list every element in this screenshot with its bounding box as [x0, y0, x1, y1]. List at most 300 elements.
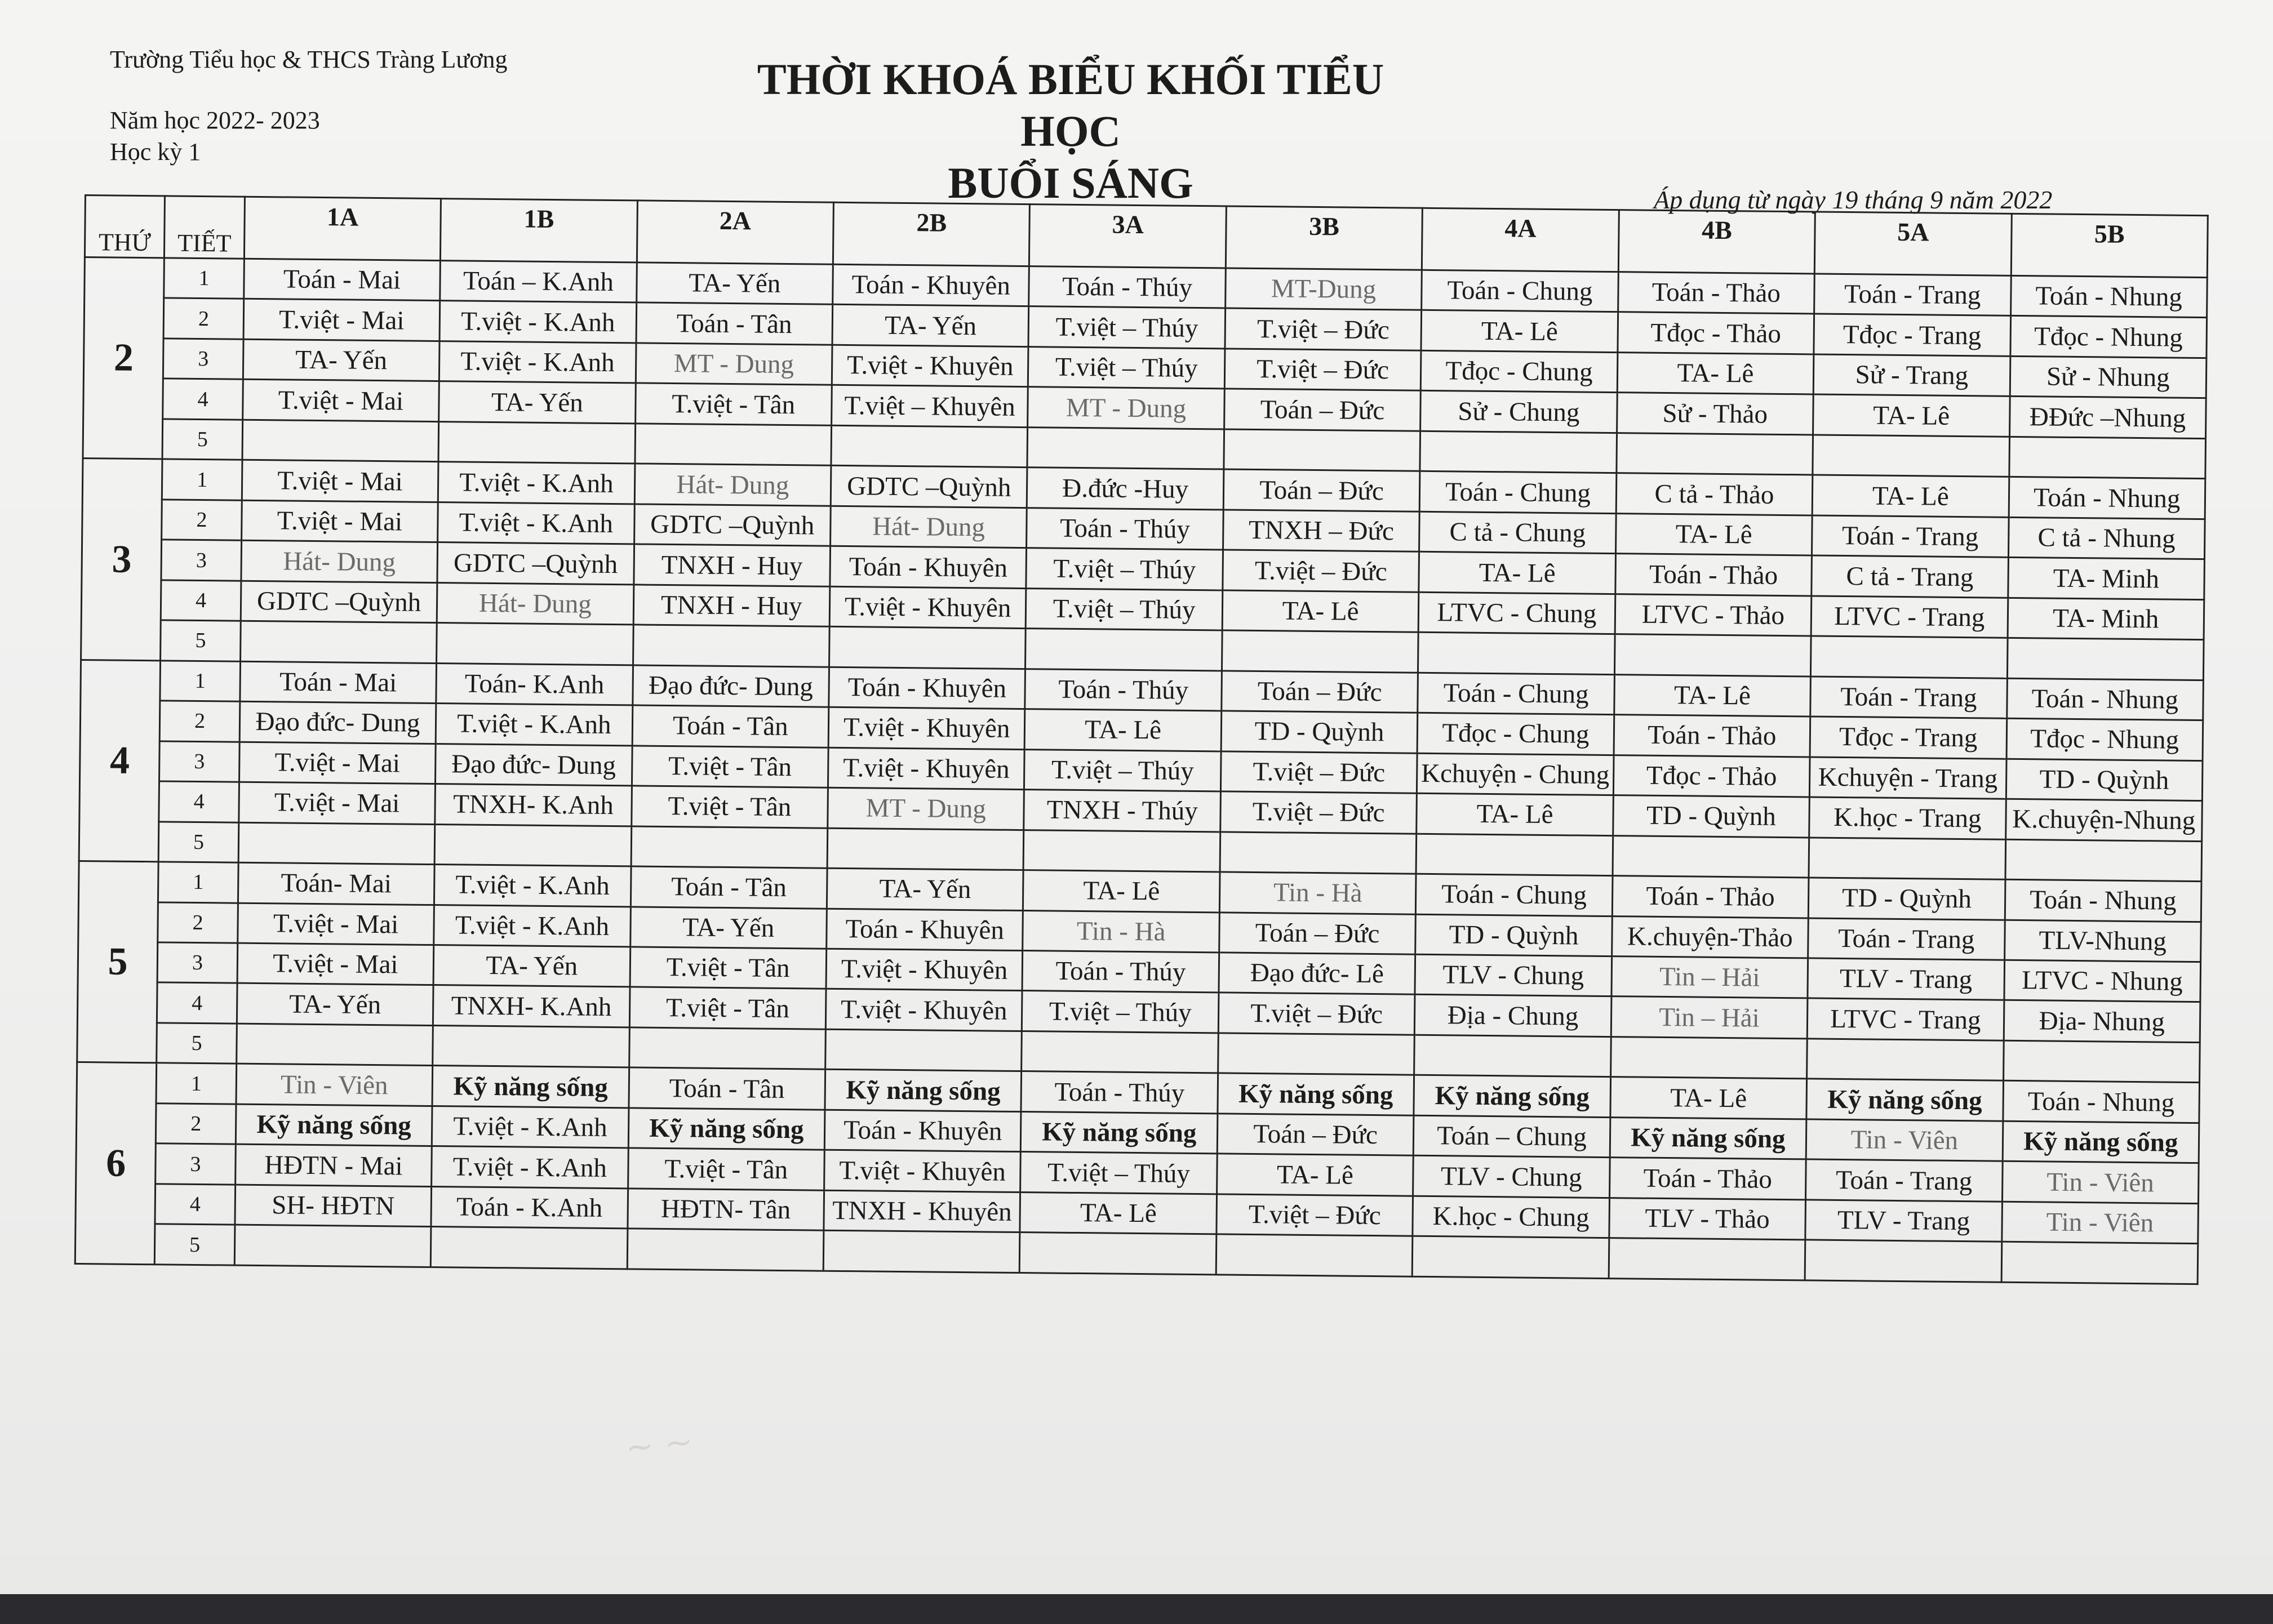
timetable-cell: TD - Quỳnh: [1613, 795, 1809, 838]
timetable-cell: Toán - Thảo: [1612, 876, 1809, 918]
timetable-cell: TLV - Chung: [1413, 1156, 1610, 1198]
timetable-cell: Kchuyện - Trang: [1809, 757, 2006, 799]
timetable-cell: [1222, 630, 1418, 673]
timetable-cell: LTVC - Trang: [1811, 596, 2008, 638]
timetable-cell: C tả - Nhung: [2008, 517, 2205, 559]
timetable-cell: Toán - Khuyên: [827, 909, 1023, 951]
period-number: 2: [156, 1104, 236, 1145]
header-class-3b: 3B: [1226, 206, 1422, 270]
timetable-cell: TA- Lê: [1023, 870, 1220, 913]
timetable-cell: Toán - Tân: [629, 1067, 825, 1110]
timetable-cell: Toán - Chung: [1416, 874, 1613, 916]
period-number: 3: [157, 942, 237, 984]
timetable-cell: Đạo đức- Dung: [632, 665, 829, 708]
day-label: 6: [75, 1062, 157, 1265]
timetable-cell: TA- Yến: [237, 984, 433, 1026]
timetable-cell: Kỹ năng sống: [432, 1066, 629, 1108]
day-label: 3: [81, 459, 163, 661]
period-number: 2: [158, 902, 238, 943]
timetable-cell: T.việt - Tân: [629, 987, 826, 1029]
timetable-cell: TA- Lê: [1419, 552, 1615, 594]
timetable-cell: [2009, 437, 2205, 479]
timetable-cell: TA- Lê: [1614, 674, 1810, 717]
timetable-cell: [1414, 1035, 1611, 1077]
timetable-cell: T.việt – Đức: [1225, 308, 1422, 350]
period-number: 5: [162, 419, 242, 460]
timetable-cell: SH- HĐTN: [235, 1185, 432, 1227]
timetable-cell: T.việt – Đức: [1223, 550, 1419, 592]
header-class-1a: 1A: [244, 197, 441, 260]
timetable-cell: TLV-Nhung: [2004, 920, 2201, 962]
timetable-cell: T.việt - K.Anh: [439, 301, 636, 343]
timetable-cell: T.việt – Đức: [1217, 1194, 1413, 1236]
timetable-cell: Toán – Đức: [1222, 671, 1418, 713]
timetable-cell: T.việt - Mai: [243, 299, 440, 341]
timetable-cell: TA- Minh: [2008, 558, 2204, 600]
timetable-cell: [1617, 433, 1813, 475]
timetable-cell: Toán - Thúy: [1027, 508, 1223, 550]
period-number: 1: [160, 661, 240, 702]
timetable-cell: Đạo đức- Dung: [239, 701, 436, 744]
timetable-cell: T.việt - Mai: [242, 460, 438, 502]
timetable-cell: T.việt – Thúy: [1022, 991, 1219, 1033]
timetable-cell: Toán - Thúy: [1021, 1071, 1218, 1114]
timetable-cell: Toán - Trang: [1814, 274, 2011, 316]
timetable-body: [75, 257, 2207, 1284]
timetable-cell: [1807, 1039, 2004, 1081]
timetable-cell: Tđọc - Trang: [1814, 314, 2010, 356]
timetable-cell: Toán - Thúy: [1025, 669, 1222, 711]
header-period: TIẾT: [165, 196, 245, 259]
timetable-cell: TA- Lê: [1020, 1192, 1217, 1234]
timetable-cell: [240, 621, 437, 663]
timetable-cell: Địa - Chung: [1415, 995, 1611, 1037]
timetable-cell: TA- Lê: [1617, 353, 1814, 395]
period-number: 2: [160, 701, 240, 742]
timetable-cell: T.việt - K.Anh: [432, 1106, 628, 1148]
timetable-cell: [437, 623, 633, 665]
timetable-cell: T.việt - Khuyên: [832, 345, 1028, 387]
period-number: 5: [155, 1224, 235, 1265]
timetable-cell: T.việt – Khuyên: [832, 385, 1028, 428]
school-name: Trường Tiểu học & THCS Tràng Lương: [110, 46, 508, 73]
timetable-cell: K.học - Chung: [1413, 1196, 1609, 1238]
title-line-2: BUỔI SÁNG: [948, 158, 1193, 207]
timetable-cell: T.việt - Khuyên: [825, 989, 1022, 1031]
period-number: 2: [163, 298, 243, 339]
period-number: 3: [161, 540, 241, 581]
timetable-cell: TD - Quỳnh: [1808, 878, 2005, 920]
timetable-cell: [1218, 1033, 1414, 1075]
timetable-cell: HĐTN - Mai: [235, 1144, 432, 1186]
faint-signature-mark: ~ ~: [623, 1421, 695, 1469]
timetable-cell: T.việt - Khuyên: [829, 586, 1026, 629]
timetable-cell: [1412, 1236, 1609, 1278]
timetable-cell: Toán – Đức: [1224, 389, 1420, 431]
timetable-cell: Toán - Thảo: [1614, 715, 1810, 757]
header-class-4b: 4B: [1618, 210, 1815, 274]
timetable-cell: [1614, 634, 1811, 677]
timetable-cell: Tin - Viên: [2002, 1162, 2199, 1204]
semester: Học kỳ 1: [110, 138, 201, 166]
timetable-cell: Tđọc - Thảo: [1618, 312, 1814, 354]
timetable-cell: K.chuyện-Thảo: [1611, 916, 1808, 958]
timetable-cell: GDTC –Quỳnh: [831, 466, 1027, 508]
timetable-cell: Toán – K.Anh: [440, 261, 637, 303]
timetable-cell: GDTC –Quỳnh: [634, 504, 831, 546]
timetable-cell: Toán – Đức: [1219, 912, 1416, 954]
timetable-cell: Tin - Hà: [1023, 910, 1219, 953]
timetable-cell: T.việt - Tân: [630, 947, 827, 989]
timetable-cell: T.việt – Thúy: [1028, 306, 1225, 349]
timetable-cell: TNXH - Khuyên: [824, 1190, 1020, 1233]
timetable-cell: T.việt - Khuyên: [824, 1150, 1021, 1192]
timetable-cell: T.việt - Mai: [239, 782, 436, 824]
timetable-cell: [2001, 1242, 2198, 1284]
timetable-cell: T.việt – Đức: [1220, 791, 1417, 834]
timetable-cell: C tả - Thảo: [1616, 473, 1813, 515]
timetable-cell: TLV - Trang: [1808, 958, 2004, 1000]
timetable-cell: TNXH - Thúy: [1024, 790, 1220, 832]
timetable-cell: TA- Yến: [832, 305, 1029, 347]
timetable-cell: TA- Lê: [1812, 475, 2009, 517]
timetable-cell: [1809, 837, 2005, 879]
timetable-cell: TA- Lê: [1417, 793, 1613, 835]
timetable-cell: TA- Lê: [1222, 590, 1419, 633]
timetable-cell: TA- Lê: [1813, 394, 2010, 437]
timetable-cell: Tin - Hà: [1219, 872, 1416, 914]
timetable-cell: T.việt - Mai: [242, 380, 439, 422]
timetable-cell: LTVC - Thảo: [1615, 594, 1812, 636]
timetable-cell: T.việt - K.Anh: [434, 865, 631, 907]
timetable-cell: [2007, 638, 2204, 680]
timetable-cell: T.việt - Mai: [237, 943, 434, 985]
timetable-cell: Kỹ năng sống: [2003, 1121, 2199, 1163]
timetable-cell: T.việt - Tân: [628, 1148, 824, 1190]
timetable-cell: [631, 826, 828, 868]
timetable-cell: Toán - Thúy: [1029, 266, 1226, 309]
timetable-cell: Sử - Trang: [1813, 354, 2010, 397]
timetable-cell: Tin – Hải: [1611, 956, 1808, 999]
period-number: 4: [159, 781, 239, 822]
period-number: 1: [158, 862, 238, 903]
timetable-cell: [823, 1230, 1020, 1272]
school-year: Năm học 2022- 2023: [110, 106, 320, 134]
timetable-cell: [1609, 1238, 1805, 1280]
page-title: [749, 54, 1392, 209]
timetable-cell: Tđọc - Thảo: [1613, 755, 1810, 797]
timetable-cell: [433, 1025, 629, 1067]
header-class-2b: 2B: [833, 202, 1029, 266]
timetable-cell: [1216, 1234, 1413, 1276]
timetable-cell: TA- Yến: [827, 868, 1023, 910]
timetable-cell: Toán - Tân: [636, 302, 833, 345]
period-number: 1: [164, 258, 244, 299]
timetable-cell: Tđọc - Nhung: [2010, 316, 2207, 358]
timetable-cell: Kỹ năng sống: [1610, 1117, 1806, 1159]
timetable-cell: Toán - Thúy: [1022, 951, 1219, 993]
header-class-5b: 5B: [2011, 213, 2208, 277]
timetable-cell: LTVC - Trang: [1807, 998, 2004, 1040]
period-number: 3: [159, 741, 239, 782]
timetable-cell: T.việt - Mai: [241, 500, 438, 542]
timetable-cell: Toán - Khuyên: [833, 264, 1029, 306]
timetable-cell: [434, 824, 631, 866]
timetable-cell: Toán – Đức: [1223, 469, 1420, 511]
header-class-2a: 2A: [637, 201, 833, 264]
timetable-cell: Tđọc - Chung: [1417, 713, 1614, 755]
period-number: 2: [162, 500, 242, 541]
timetable-cell: [825, 1029, 1022, 1071]
timetable-cell: [2005, 839, 2202, 882]
timetable-cell: TA- Yến: [243, 339, 439, 381]
timetable-cell: Toán - Mai: [243, 259, 440, 301]
timetable-cell: T.việt - K.Anh: [432, 1146, 628, 1189]
timetable-cell: [1224, 429, 1420, 471]
header-class-5a: 5A: [1814, 212, 2011, 275]
timetable-cell: [1027, 427, 1224, 469]
timetable-cell: TA- Lê: [1615, 513, 1812, 555]
timetable-cell: TA- Yến: [636, 262, 833, 305]
timetable-cell: K.chuyện-Nhung: [2005, 799, 2202, 841]
timetable-cell: [438, 421, 635, 464]
timetable-cell: [238, 822, 435, 865]
timetable-cell: TD - Quỳnh: [1415, 914, 1612, 956]
timetable-cell: Kỹ năng sống: [1021, 1111, 1218, 1154]
header-class-3a: 3A: [1029, 204, 1226, 268]
timetable-cell: [829, 626, 1026, 669]
timetable-cell: Sử - Chung: [1420, 391, 1617, 433]
timetable-cell: TA- Yến: [433, 945, 630, 987]
timetable-cell: [1811, 636, 2008, 678]
timetable-cell: T.việt - K.Anh: [438, 462, 634, 504]
timetable-cell: T.việt – Thúy: [1026, 548, 1223, 590]
timetable-cell: T.việt - Mai: [238, 903, 434, 945]
timetable-cell: [1420, 431, 1617, 473]
timetable-cell: Toán - Nhung: [2003, 1081, 2199, 1123]
timetable-cell: TA- Yến: [439, 381, 636, 424]
timetable-cell: Tin - Viên: [236, 1064, 433, 1106]
timetable-cell: [1613, 835, 1809, 878]
timetable-cell: [827, 828, 1024, 870]
timetable-cell: Kỹ năng sống: [1218, 1073, 1414, 1115]
timetable-cell: [629, 1027, 825, 1070]
period-number: 4: [163, 379, 243, 420]
period-number: 1: [156, 1063, 236, 1104]
timetable-cell: [430, 1227, 627, 1269]
timetable-cell: Kỹ năng sống: [628, 1108, 825, 1150]
timetable-cell: [242, 420, 439, 462]
timetable-cell: Hát- Dung: [634, 464, 831, 506]
title-line-1: THỜI KHOÁ BIỂU KHỐI TIỂU HỌC: [757, 55, 1384, 155]
timetable-cell: [1418, 632, 1615, 674]
timetable-cell: MT - Dung: [1028, 387, 1224, 429]
timetable-cell: Kỹ năng sống: [1414, 1075, 1610, 1118]
timetable-cell: GDTC –Quỳnh: [437, 542, 634, 585]
timetable-cell: C tả - Chung: [1419, 511, 1616, 554]
timetable-cell: T.việt - Mai: [239, 742, 436, 784]
timetable-cell: [635, 424, 832, 466]
period-number: 1: [162, 459, 242, 500]
timetable-cell: Toán - Nhung: [2006, 678, 2203, 720]
timetable-cell: Toán - Thảo: [1615, 554, 1812, 596]
timetable-cell: Địa- Nhung: [2004, 1000, 2200, 1043]
timetable-cell: Toán - Khuyên: [824, 1110, 1021, 1152]
timetable-cell: C tả - Trang: [1812, 555, 2008, 598]
timetable-cell: [1025, 629, 1222, 671]
period-number: 5: [159, 821, 239, 862]
timetable-cell: Tđọc - Chung: [1421, 350, 1618, 393]
timetable-cell: K.học - Trang: [1809, 797, 2006, 839]
timetable-cell: Tin – Hải: [1611, 996, 1808, 1039]
timetable-cell: Toán - Trang: [1806, 1159, 2003, 1202]
timetable-cell: Kỹ năng sống: [825, 1070, 1022, 1112]
header-class-1b: 1B: [441, 199, 637, 262]
timetable-cell: T.việt - Tân: [635, 383, 832, 425]
header-day: THỨ: [85, 195, 165, 258]
timetable-cell: Hát- Dung: [437, 582, 633, 625]
timetable-cell: T.việt – Đức: [1224, 349, 1421, 391]
timetable-cell: [1020, 1233, 1217, 1275]
timetable-cell: Đạo đức- Dung: [436, 744, 632, 786]
timetable-cell: TNXH - Huy: [633, 544, 830, 586]
timetable-cell: Toán – Đức: [1217, 1114, 1414, 1156]
header-class-4a: 4A: [1422, 208, 1619, 272]
timetable: [74, 194, 2209, 1285]
timetable-cell: [633, 625, 829, 667]
timetable-cell: Sử - Nhung: [2010, 356, 2207, 398]
timetable-cell: T.việt – Thúy: [1020, 1152, 1217, 1194]
timetable-cell: Đ.đức -Huy: [1027, 468, 1224, 510]
timetable-cell: Toán - Thảo: [1618, 272, 1814, 314]
timetable-cell: MT - Dung: [636, 343, 832, 385]
apply-date: Áp dụng từ ngày 19 tháng 9 năm 2022: [1654, 185, 2053, 214]
timetable-cell: Toán - Chung: [1419, 471, 1616, 514]
timetable-cell: [236, 1024, 433, 1066]
timetable-cell: MT - Dung: [828, 787, 1024, 830]
timetable-cell: Đạo đức- Lê: [1219, 953, 1415, 995]
timetable-cell: GDTC –Quỳnh: [241, 581, 437, 623]
timetable-cell: T.việt – Thúy: [1026, 588, 1223, 630]
timetable-cell: Hát- Dung: [241, 540, 438, 582]
timetable-cell: Toán - Trang: [1812, 515, 2009, 558]
timetable-cell: [627, 1229, 824, 1271]
timetable-cell: Toán - Trang: [1808, 918, 2005, 960]
timetable-cell: Tin - Viên: [1806, 1119, 2003, 1162]
timetable-cell: TNXH - Huy: [633, 585, 830, 627]
timetable-cell: Toán - Tân: [632, 705, 829, 748]
timetable-cell: [234, 1225, 431, 1267]
timetable-cell: TA- Lê: [1217, 1154, 1413, 1196]
timetable-cell: Kỹ năng sống: [1806, 1079, 2003, 1121]
timetable-cell: T.việt - K.Anh: [436, 704, 632, 746]
timetable-cell: LTVC - Nhung: [2004, 960, 2200, 1002]
timetable-cell: TLV - Chung: [1415, 954, 1611, 996]
timetable-cell: [1610, 1036, 1807, 1079]
timetable-cell: [1416, 834, 1613, 876]
timetable-cell: [831, 425, 1028, 468]
timetable-cell: TA- Lê: [1025, 709, 1222, 751]
period-number: 5: [157, 1023, 237, 1064]
timetable-cell: Toán - Chung: [1418, 673, 1614, 715]
timetable-cell: T.việt – Đức: [1218, 993, 1415, 1035]
timetable-cell: [1022, 1031, 1218, 1073]
timetable-cell: Tđọc - Nhung: [2006, 718, 2203, 760]
timetable-cell: TLV - Trang: [1805, 1200, 2002, 1242]
timetable-cell: TA- Lê: [1421, 310, 1618, 353]
timetable-cell: T.việt - Khuyên: [828, 748, 1024, 790]
timetable-cell: Toán - Thảo: [1609, 1158, 1806, 1200]
timetable-cell: T.việt - Tân: [632, 745, 828, 787]
timetable-wrapper: [74, 194, 2209, 1285]
timetable-cell: Toán – Chung: [1414, 1115, 1610, 1158]
timetable-cell: ĐĐức –Nhung: [2009, 397, 2206, 439]
timetable-cell: T.việt - K.Anh: [434, 905, 631, 947]
timetable-cell: Toán - Nhung: [2009, 477, 2205, 519]
timetable-cell: TNXH- K.Anh: [433, 985, 630, 1027]
timetable-cell: Toán - K.Anh: [431, 1186, 628, 1229]
timetable-cell: TD - Quỳnh: [2006, 759, 2203, 801]
timetable-cell: Tđọc - Trang: [1810, 717, 2006, 759]
timetable-cell: [1805, 1240, 2001, 1282]
day-label: 5: [77, 861, 159, 1063]
timetable-cell: [1023, 830, 1220, 872]
timetable-cell: Tin - Viên: [2001, 1202, 2198, 1244]
period-number: 3: [156, 1144, 236, 1185]
timetable-cell: T.việt - K.Anh: [439, 341, 636, 383]
timetable-cell: Toán - Trang: [1810, 677, 2007, 719]
timetable-cell: TA- Lê: [1610, 1077, 1807, 1119]
timetable-cell: T.việt - Khuyên: [826, 949, 1023, 991]
timetable-cell: Toán - Nhung: [2010, 275, 2207, 318]
timetable-cell: T.việt - K.Anh: [438, 502, 634, 544]
timetable-cell: TA- Yến: [630, 906, 827, 949]
timetable-cell: TLV - Thảo: [1609, 1198, 1806, 1240]
timetable-cell: LTVC - Chung: [1418, 592, 1615, 634]
timetable-cell: Hát- Dung: [831, 506, 1027, 548]
period-number: 4: [157, 982, 237, 1024]
timetable-cell: Toán - Khuyên: [829, 667, 1025, 709]
timetable-cell: TD - Quỳnh: [1221, 711, 1418, 753]
day-label: 2: [83, 257, 165, 460]
timetable-cell: Toán- K.Anh: [436, 663, 633, 705]
timetable-cell: Toán - Khuyên: [830, 546, 1027, 589]
timetable-cell: Toán- Mai: [238, 862, 434, 905]
period-number: 4: [155, 1184, 235, 1225]
day-label: 4: [79, 660, 161, 862]
timetable-cell: Sử - Thảo: [1617, 393, 1813, 435]
period-number: 4: [161, 580, 241, 621]
timetable-cell: T.việt - Khuyên: [828, 707, 1025, 749]
timetable-cell: Toán - Mai: [240, 661, 437, 704]
timetable-cell: T.việt - Tân: [631, 786, 828, 828]
timetable-cell: TA- Minh: [2008, 598, 2204, 640]
timetable-cell: T.việt – Thúy: [1024, 749, 1221, 791]
timetable-cell: TNXH- K.Anh: [435, 784, 632, 826]
timetable-cell: Toán - Chung: [1422, 270, 1618, 312]
timetable-cell: Kchuyện - Chung: [1417, 753, 1614, 795]
timetable-cell: HĐTN- Tân: [628, 1189, 824, 1231]
timetable-cell: [1220, 831, 1417, 874]
timetable-cell: Toán - Tân: [631, 866, 827, 909]
timetable-cell: TNXH – Đức: [1223, 510, 1419, 552]
timetable-cell: Kỹ năng sống: [236, 1104, 432, 1146]
period-number: 5: [161, 620, 241, 661]
timetable-cell: T.việt – Thúy: [1028, 347, 1225, 389]
timetable-cell: Toán - Nhung: [2005, 879, 2201, 922]
timetable-cell: [2003, 1040, 2200, 1083]
period-number: 3: [163, 339, 243, 380]
